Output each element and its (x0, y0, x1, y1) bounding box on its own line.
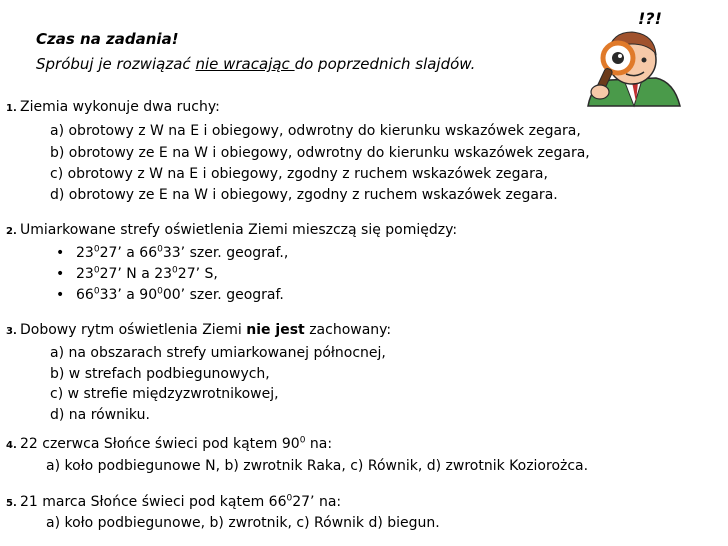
option-1c: c) obrotowy z W na E i obiegowy, zgodny z ruchem wskazówek zegara, (50, 166, 548, 182)
question-number: 4. (6, 440, 17, 451)
bullet-item-3: • $66^033$’ a $90^000$’ szer. geograf. (56, 286, 284, 303)
emphasis-text: nie jest (246, 322, 305, 338)
question-text: Umiarkowane strefy oświetlenia Ziemi mieszczą się pomiędzy: (20, 222, 458, 238)
question-number: 3. (6, 326, 17, 337)
bullet-icon: • (56, 266, 65, 282)
bullet-icon: • (56, 287, 65, 303)
bullet-icon: • (56, 245, 65, 261)
question-1 (6, 99, 220, 115)
question-5: 5. 21 marca Słońce świeci pod kątem $66^027$’ na: (6, 493, 342, 510)
option-3c: c) w strefie międzyzwrotnikowej, (50, 386, 279, 402)
subtitle-pre: Spróbuj je rozwiązać (36, 55, 196, 73)
bullet-item-2: • $23^027$’ N a $23^027$’ S, (56, 265, 218, 282)
option-1d: d) obrotowy ze E na W i obiegowy, zgodny z ruchem wskazówek zegara. (50, 187, 558, 203)
page-subtitle (36, 55, 475, 73)
question-number: 1. (6, 103, 17, 114)
exclaim-text: !?! (638, 9, 662, 28)
question-number: 5. (6, 498, 17, 509)
question-4: 4. 22 czerwca Słońce świeci pod kątem $90^0$ na: (6, 435, 333, 452)
magnifier-man-icon (578, 6, 688, 114)
page-title: Czas na zadania! (36, 30, 179, 48)
option-3a: a) na obszarach strefy umiarkowanej północnej, (50, 345, 386, 361)
question-3: 3. Dobowy rytm oświetlenia Ziemi nie jest zachowany: (6, 322, 392, 338)
answers-4: a) koło podbiegunowe N, b) zwrotnik Raka, c) Równik, d) zwrotnik Koziorożca. (46, 458, 589, 474)
question-text: Ziemia wykonuje dwa ruchy: (20, 99, 220, 115)
bullet-item-1: • $23^027$’ a $66^033$’ szer. geograf., (56, 244, 289, 261)
option-3d: d) na równiku. (50, 407, 150, 423)
option-1a: a) obrotowy z W na E i obiegowy, odwrotny do kierunku wskazówek zegara, (50, 123, 581, 139)
subtitle-post: do poprzednich slajdów. (294, 55, 476, 73)
option-3b: b) w strefach podbiegunowych, (50, 366, 270, 382)
subtitle-emphasis: nie wracając (195, 55, 295, 73)
question-number: 2. (6, 226, 17, 237)
option-1b: b) obrotowy ze E na W i obiegowy, odwrotny do kierunku wskazówek zegara, (50, 145, 590, 161)
answers-5: a) koło podbiegunowe, b) zwrotnik, c) Równik d) biegun. (46, 515, 440, 531)
question-2 (6, 222, 457, 238)
